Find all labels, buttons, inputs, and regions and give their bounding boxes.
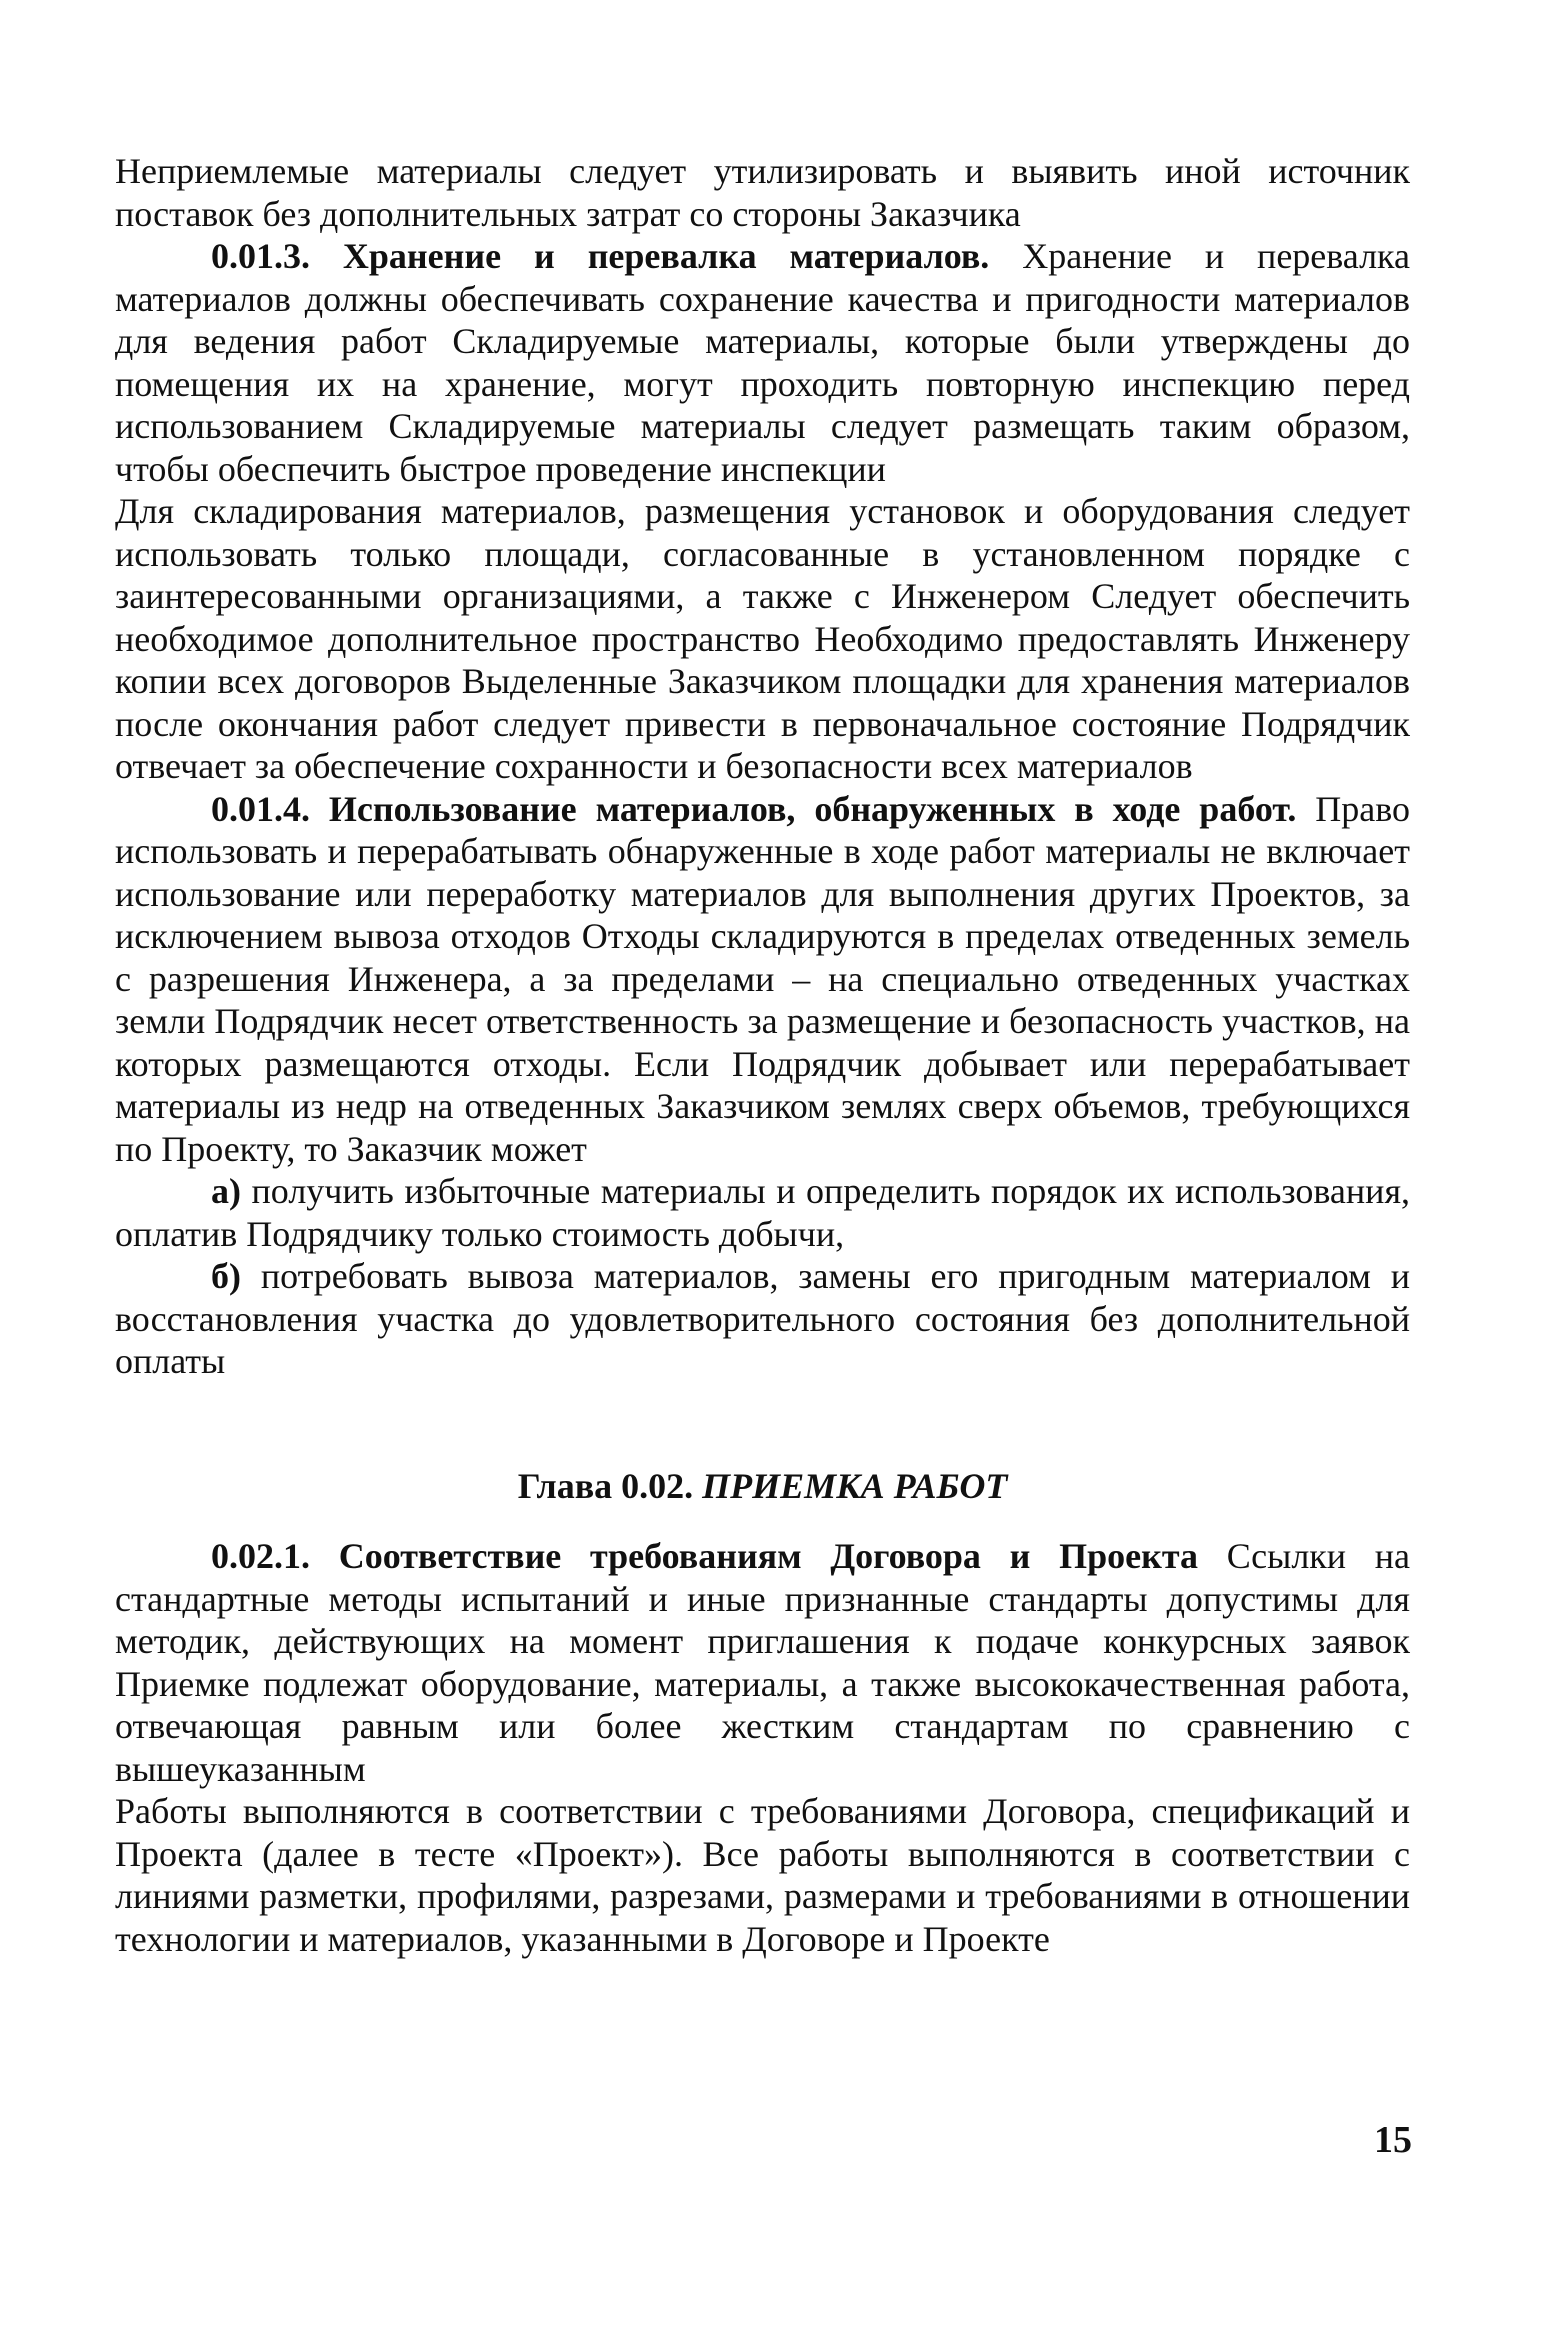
chapter-title: ПРИЕМКА РАБОТ xyxy=(702,1465,1008,1506)
chapter-heading xyxy=(115,1465,1410,1508)
section-text-0-01-4: Право использовать и перерабатывать обнаруженные в ходе работ материалы не включает использование или переработку материалов для выполнения других Проектов, за исключением вывоза отходов Отходы складируются в пределах отведенных земель с разрешения Инженера, а за пределами – на специально отведенных участках земли Подрядчик несет ответственность за размещение и безопасность участков, на которых размещаются отходы. Если Подрядчик добывает или перерабатывает материалы из недр на отведенных Заказчиком землях сверх объемов, требующихся по Проекту, то Заказчик может xyxy=(115,788,1411,1169)
page-number: 15 xyxy=(1374,2119,1412,2161)
section-heading-0-01-4: 0.01.4. Использование материалов, обнаруженных в ходе работ. xyxy=(211,788,1297,829)
list-item-b-text: потребовать вывоза материалов, замены его пригодным материалом и восстановления участка до удовлетворительного состояния без дополнительной оплаты xyxy=(115,1256,1410,1381)
paragraph-unacceptable-materials: Неприемлемые материалы следует утилизировать и выявить иной источник поставок без дополнительных затрат со стороны Заказчика xyxy=(115,151,1410,234)
section-heading-0-02-1: 0.02.1. Соответствие требованиям Договора и Проекта xyxy=(211,1536,1198,1576)
section-0-01-4 xyxy=(115,788,1410,1171)
list-item-a-text: получить избыточные материалы и определить порядок их использования, оплатив Подрядчику только стоимость добычи, xyxy=(115,1171,1410,1254)
list-item-b xyxy=(115,1255,1410,1383)
section-text-0-02-1: Ссылки на стандартные методы испытаний и иные признанные стандарты допустимы для методик, действующих на момент приглашения к подаче конкурсных заявок Приемке подлежат оборудование, материалы, а также высококачественная работа, отвечающая равным или более жестким стандартам по сравнению с вышеуказанным xyxy=(115,1536,1410,1789)
chapter-prefix: Глава 0.02. xyxy=(517,1465,703,1506)
paragraph-works-compliance: Работы выполняются в соответствии с требованиями Договора, спецификаций и Проекта (далее в тесте «Проект»). Все работы выполняются в соответствии с линиями разметки, профилями, разрезами, размерами и требованиями в отношении технологии и материалов, указанными в Договоре и Проекте xyxy=(115,1791,1410,1959)
section-heading-0-01-3: 0.01.3. Хранение и перевалка материалов. xyxy=(211,236,990,276)
document-page xyxy=(115,150,1410,1960)
list-item-b-label: б) xyxy=(211,1256,241,1296)
section-0-02-1 xyxy=(115,1535,1410,1790)
paragraph-storage-areas: Для складирования материалов, размещения установок и оборудования следует использовать только площади, согласованные в установленном порядке с заинтересованными организациями, а также с Инженером Следует обеспечить необходимое дополнительное пространство Необходимо предоставлять Инженеру копии всех договоров Выделенные Заказчиком площадки для хранения материалов после окончания работ следует привести в первоначальное состояние Подрядчик отвечает за обеспечение сохранности и безопасности всех материалов xyxy=(115,491,1410,786)
list-item-a-label: а) xyxy=(211,1171,241,1211)
list-item-a xyxy=(115,1170,1410,1255)
section-0-01-3 xyxy=(115,235,1410,490)
section-text-0-01-3: Хранение и перевалка материалов должны обеспечивать сохранение качества и пригодности материалов для ведения работ Складируемые материалы, которые были утверждены до помещения их на хранение, могут проходить повторную инспекцию перед использованием Складируемые материалы следует размещать таким образом, чтобы обеспечить быстрое проведение инспекции xyxy=(115,236,1410,489)
